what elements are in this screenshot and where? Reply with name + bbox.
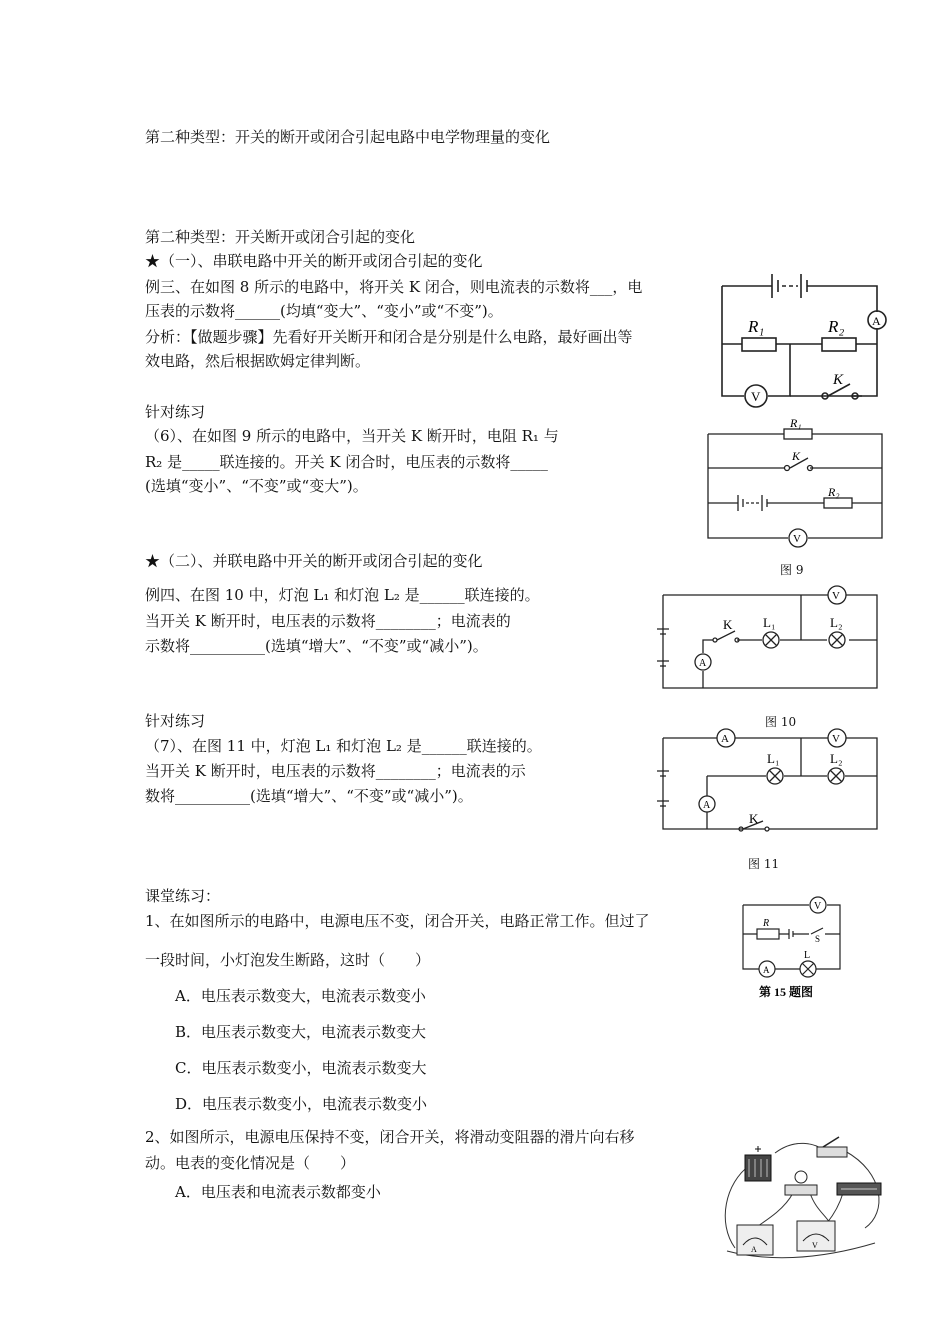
rheostat-icon — [837, 1183, 881, 1195]
bulb-icon — [785, 1171, 817, 1195]
classwork-q1-line-2: 一段时间，小灯泡发生断路，这时（ ） — [145, 951, 431, 969]
figure-9-circuit — [700, 412, 890, 552]
practice-label-2: 针对练习 — [145, 712, 206, 730]
question-6-line-3: (选填“变小”、“不变”或“变大”)。 — [145, 477, 368, 495]
fig9-r2-label: R₂ — [828, 485, 840, 499]
heading-main: 第二种类型：开关的断开或闭合引起电路中电学物理量的变化 — [145, 128, 551, 146]
fig10-l1-label: L₁ — [763, 615, 776, 630]
analysis-line-2: 效电路，然后根据欧姆定律判断。 — [145, 352, 371, 370]
fig11-switch-label: K — [749, 811, 759, 826]
fig9-voltmeter-label: V — [793, 533, 801, 545]
ammeter-device-label: A — [751, 1245, 757, 1254]
figure-10-caption: 图 10 — [765, 715, 797, 729]
section-2-title: ★（二）、并联电路中开关的断开或闭合引起的变化 — [145, 552, 483, 570]
classwork-q1-line-1: 1、在如图所示的电路中，电源电压不变，闭合开关，电路正常工作。但过了 — [145, 912, 650, 930]
fig8-ammeter-label: A — [872, 314, 881, 328]
classwork-q2-option-a: A．电压表和电流表示数都变小 — [175, 1183, 381, 1201]
fig11-ammeter-top-label: A — [721, 733, 729, 745]
classwork-q1-option-c: C．电压表示数变小，电流表示数变大 — [175, 1059, 427, 1077]
fig10-ammeter-label: A — [699, 658, 707, 669]
fig11-ammeter-left-label: A — [703, 800, 711, 811]
physical-circuit-figure — [715, 1133, 890, 1263]
example-3-line-1: 例三、在如图 8 所示的电路中，将开关 K 闭合，则电流表的示数将___，电 — [145, 278, 643, 296]
question-7-line-3: 数将__________(选填“增大”、“不变”或“减小”)。 — [145, 787, 473, 805]
fig9-r1-label: R₁ — [790, 416, 802, 430]
battery-box-icon — [745, 1146, 771, 1181]
figure-11-circuit — [655, 725, 880, 835]
fig8-switch-label: K — [833, 372, 844, 388]
fig10-switch-label: K — [723, 617, 733, 632]
question-6-line-1: （6）、在如图 9 所示的电路中，当开关 K 断开时，电阻 R₁ 与 — [145, 427, 559, 445]
example-4-line-2: 当开关 K 断开时，电压表的示数将________；电流表的 — [145, 612, 511, 630]
classwork-q2-line-2: 动。电表的变化情况是（ ） — [145, 1154, 356, 1172]
switch-icon — [817, 1137, 847, 1157]
fig10-l2-label: L₂ — [830, 615, 843, 630]
classwork-q2-line-1: 2、如图所示，电源电压保持不变，闭合开关，将滑动变阻器的滑片向右移 — [145, 1128, 635, 1146]
classwork-q1-option-d: D．电压表示数变小，电流表示数变小 — [175, 1095, 428, 1113]
question-7-line-2: 当开关 K 断开时，电压表的示数将________；电流表的示 — [145, 762, 526, 780]
fig11-l1-label: L₁ — [767, 751, 780, 766]
classwork-q1-option-a: A．电压表示数变大，电流表示数变小 — [175, 987, 426, 1005]
fig8-r1-label: R₁ — [748, 317, 765, 336]
fig15-voltmeter-label: V — [814, 901, 822, 912]
fig11-voltmeter-label: V — [832, 733, 840, 745]
fig15-s-label: S — [815, 934, 821, 944]
classwork-q1-option-b: B．电压表示数变大，电流表示数变大 — [175, 1023, 427, 1041]
example-4-line-1: 例四、在图 10 中，灯泡 L₁ 和灯泡 L₂ 是______联连接的。 — [145, 586, 540, 604]
fig9-switch-label: K — [792, 449, 801, 463]
classwork-label: 课堂练习： — [145, 887, 221, 905]
figure-8-circuit — [712, 268, 897, 413]
fig8-r2-label: R₂ — [828, 317, 845, 336]
fig15-ammeter-label: A — [763, 965, 770, 975]
question-6-line-2: R₂ 是_____联连接的。开关 K 闭合时，电压表的示数将_____ — [145, 453, 548, 471]
example-3-line-2: 压表的示数将______(均填“变大”、“变小”或“不变”)。 — [145, 302, 503, 320]
voltmeter-device-label: V — [812, 1241, 818, 1250]
fig15-r-label: R — [763, 918, 770, 929]
fig10-voltmeter-label: V — [832, 590, 840, 602]
example-4-line-3: 示数将__________(选填“增大”、“不变”或“减小”)。 — [145, 637, 488, 655]
analysis-line-1: 分析：【做题步骤】先看好开关断开和闭合是分别是什么电路，最好画出等 — [145, 328, 633, 346]
heading-sub: 第二种类型：开关断开或闭合引起的变化 — [145, 228, 416, 246]
figure-10-circuit — [655, 585, 880, 695]
section-1-title: ★（一）、串联电路中开关的断开或闭合引起的变化 — [145, 252, 483, 270]
fig15-caption: 第 15 题图 — [759, 985, 814, 999]
fig15-l-label: L — [804, 950, 811, 961]
figure-11-caption: 图 11 — [748, 857, 780, 871]
fig8-voltmeter-label: V — [751, 389, 761, 404]
figure-9-caption: 图 9 — [780, 563, 804, 577]
fig11-l2-label: L₂ — [830, 751, 843, 766]
question-7-line-1: （7）、在图 11 中，灯泡 L₁ 和灯泡 L₂ 是______联连接的。 — [145, 737, 542, 755]
practice-label-1: 针对练习 — [145, 403, 206, 421]
figure-15-circuit — [737, 895, 857, 1005]
